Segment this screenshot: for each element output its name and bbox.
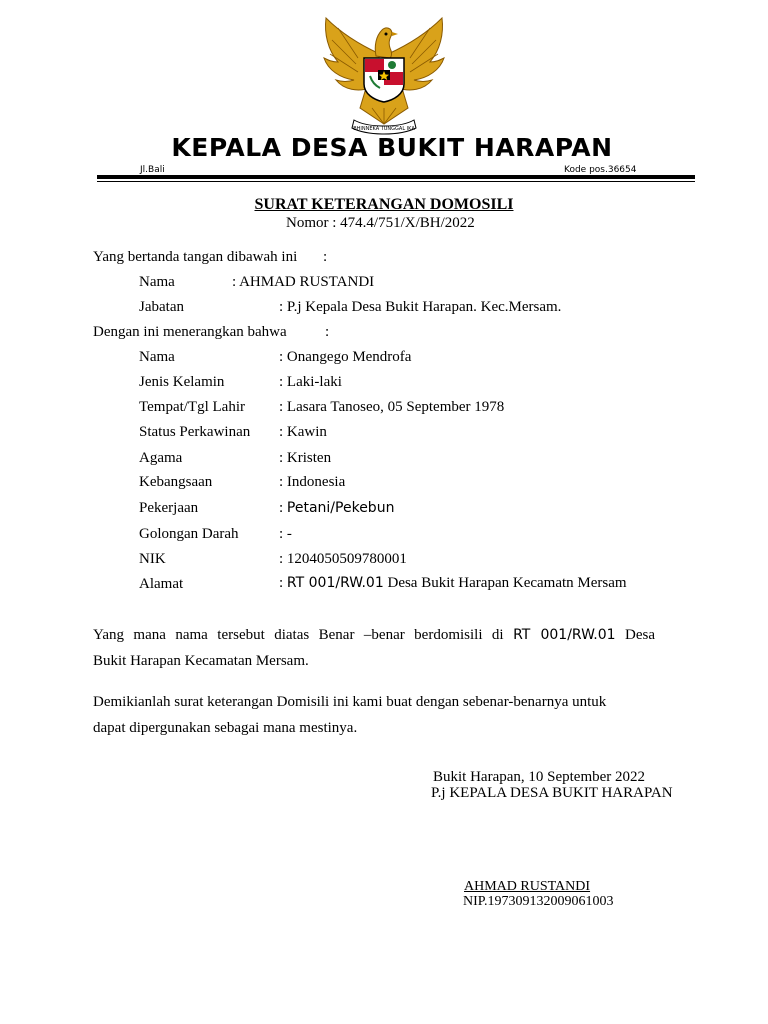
letterhead-divider-thin bbox=[97, 181, 695, 182]
street-address: Jl.Bali bbox=[140, 165, 165, 175]
statement-rt-rw: RT 001/RW.01 bbox=[513, 627, 616, 643]
resident-label: Golongan Darah bbox=[139, 526, 239, 542]
resident-value: : Onangego Mendrofa bbox=[279, 349, 412, 365]
resident-value: : Laki-laki bbox=[279, 374, 342, 390]
resident-label: Tempat/Tgl Lahir bbox=[139, 399, 245, 415]
signer-office: P.j KEPALA DESA BUKIT HARAPAN bbox=[431, 785, 673, 801]
resident-value: : RT 001/RW.01 Desa Bukit Harapan Kecamatn Mersam bbox=[279, 575, 627, 591]
signer-intro-colon: : bbox=[323, 249, 328, 265]
signer-nip: NIP.197309132009061003 bbox=[463, 894, 614, 909]
letter-number: Nomor : 474.4/751/X/BH/2022 bbox=[286, 215, 475, 231]
signer-name: AHMAD RUSTANDI bbox=[464, 879, 591, 894]
resident-label: Kebangsaan bbox=[139, 474, 213, 490]
statement-paragraph: Yang mana nama tersebut diatas Benar –benar berdomisili di RT 001/RW.01 Desa Bukit Harapan Kecamatan Mersam. bbox=[93, 627, 656, 669]
letterhead-divider-thick bbox=[97, 175, 695, 179]
signer-name-value: : AHMAD RUSTANDI bbox=[232, 274, 375, 290]
resident-value: : Indonesia bbox=[279, 474, 346, 490]
declare-intro: Dengan ini menerangkan bahwa bbox=[93, 324, 287, 340]
signer-name-label: Nama bbox=[139, 274, 175, 290]
garuda-emblem-icon bbox=[318, 12, 450, 136]
declare-intro-colon: : bbox=[325, 324, 330, 340]
address-rt-rw: RT 001/RW.01 bbox=[286, 575, 384, 591]
resident-value: : Petani/Pekebun bbox=[279, 500, 395, 516]
occupation-value: Petani/Pekebun bbox=[286, 500, 395, 516]
resident-label: Status Perkawinan bbox=[139, 424, 251, 440]
resident-value: : 1204050509780001 bbox=[279, 551, 407, 567]
closing-paragraph: Demikianlah surat keterangan Domisili ini kami buat dengan sebenar-benarnya untuk dapat dipergunakan sebagai mana mestinya. bbox=[93, 694, 607, 736]
emblem-motto: BHINNEKA TUNGGAL IKA bbox=[353, 126, 415, 132]
resident-label: Agama bbox=[139, 450, 183, 466]
resident-value: : Kawin bbox=[279, 424, 327, 440]
resident-label: NIK bbox=[139, 551, 166, 567]
postal-code: Kode pos.36654 bbox=[564, 165, 637, 175]
signer-intro: Yang bertanda tangan dibawah ini bbox=[93, 249, 298, 265]
resident-label: Nama bbox=[139, 349, 175, 365]
signer-position-label: Jabatan bbox=[139, 299, 184, 315]
resident-label: Jenis Kelamin bbox=[139, 374, 225, 390]
place-date: Bukit Harapan, 10 September 2022 bbox=[433, 769, 646, 785]
resident-label: Alamat bbox=[139, 576, 184, 592]
letter-title: SURAT KETERANGAN DOMOSILI bbox=[254, 196, 514, 213]
signer-position-value: : P.j Kepala Desa Bukit Harapan. Kec.Mersam. bbox=[279, 299, 562, 315]
resident-label: Pekerjaan bbox=[139, 500, 199, 516]
resident-value: : Lasara Tanoseo, 05 September 1978 bbox=[279, 399, 505, 415]
resident-value: : Kristen bbox=[279, 450, 332, 466]
resident-value: : - bbox=[279, 526, 292, 542]
org-title: KEPALA DESA BUKIT HARAPAN bbox=[171, 133, 613, 162]
